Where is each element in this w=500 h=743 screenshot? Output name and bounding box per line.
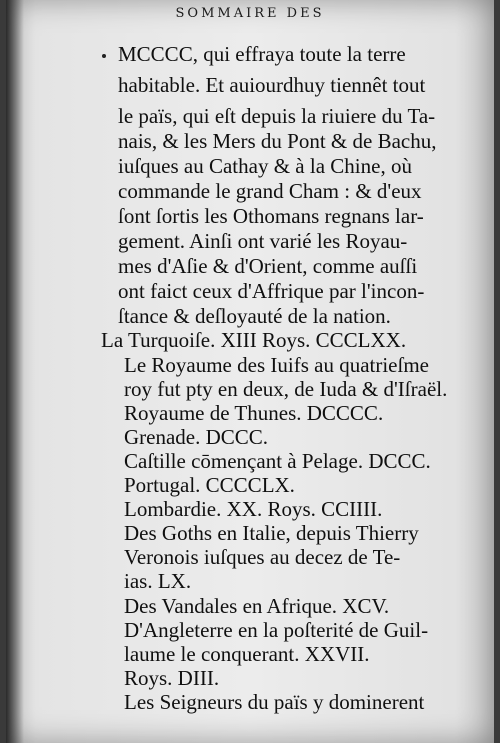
- text-line: Les Seigneurs du païs y dominerent: [124, 690, 425, 714]
- text-line: gement. Ainſi ont varié les Royau-: [118, 229, 408, 253]
- text-line: Des Vandales en Afrique. XCV.: [124, 594, 390, 618]
- text-line: ſont ſortis les Othomans regnans lar-: [118, 204, 424, 228]
- text-line: Portugal. CCCCLX.: [124, 473, 295, 497]
- text-line: nais, & les Mers du Pont & de Bachu,: [118, 129, 437, 153]
- running-header: SOMMAIRE DES: [175, 6, 325, 21]
- text-line: iuſques au Cathay & à la Chine, où: [118, 154, 412, 178]
- text-line: D'Angleterre en la poſterité de Guil-: [124, 618, 429, 642]
- margin-mark: [102, 54, 106, 58]
- text-line: le païs, qui eſt depuis la riuiere du Ta-: [118, 104, 436, 128]
- text-line: Veronois iuſques au decez de Te-: [124, 545, 401, 569]
- text-line: ias. LX.: [124, 569, 192, 593]
- text-line: Grenade. DCCC.: [124, 425, 269, 449]
- text-line: roy fut pty en deux, de Iuda & d'Iſraël.: [124, 377, 448, 401]
- text-line: Des Goths en Italie, depuis Thierry: [124, 521, 419, 545]
- text-line: ont faict ceux d'Affrique par l'incon-: [118, 279, 425, 303]
- text-line: Lombardie. XX. Roys. CCIIII.: [124, 497, 383, 521]
- text-line: MCCCC, qui effraya toute la terre: [118, 42, 406, 66]
- text-line: mes d'Aſie & d'Orient, comme auſſi: [118, 254, 418, 278]
- text-line: Caſtille cōmençant à Pelage. DCCC.: [124, 449, 431, 473]
- text-line: Le Royaume des Iuifs au quatrieſme: [124, 353, 429, 377]
- text-line: commande le grand Cham : & d'eux: [118, 179, 422, 203]
- text-line: laume le conquerant. XXVII.: [124, 642, 370, 666]
- book-page: [6, 0, 494, 743]
- text-line: habitable. Et auiourdhuy tiennêt tout: [118, 73, 426, 97]
- text-line: ſtance & deſloyauté de la nation.: [118, 304, 391, 328]
- text-line: Roys. DIII.: [124, 666, 220, 690]
- text-line: La Turquoiſe. XIII Roys. CCCLXX.: [101, 328, 407, 352]
- text-line: Royaume de Thunes. DCCCC.: [124, 401, 384, 425]
